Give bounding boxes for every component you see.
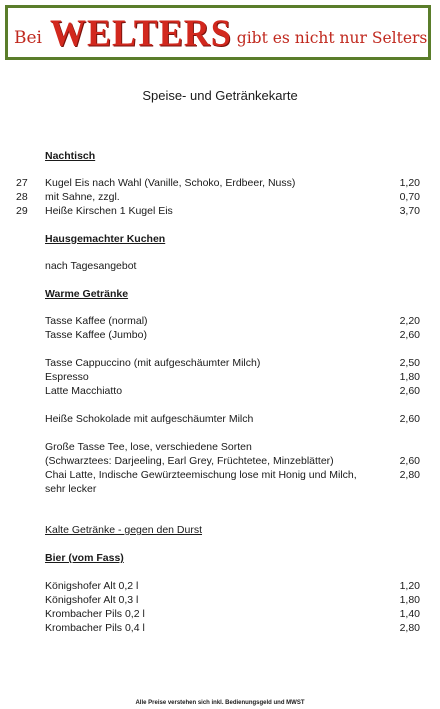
menu-item-name: Königshofer Alt 0,2 l — [45, 580, 139, 592]
item-number: 28 — [16, 191, 28, 203]
menu-item-price: 0,70 — [399, 191, 420, 203]
menu-item-name: Tasse Cappuccino (mit aufgeschäumter Milch) — [45, 357, 261, 369]
chai-price: 2,80 — [399, 469, 420, 481]
menu-item-name: Königshofer Alt 0,3 l — [45, 594, 139, 606]
footer-note: Alle Preise verstehen sich inkl. Bedienungsgeld und MWST — [135, 700, 305, 706]
menu-item-name: mit Sahne, zzgl. — [45, 191, 120, 203]
menu-item-price: 1,80 — [399, 371, 420, 383]
item-number: 27 — [16, 177, 28, 189]
menu-item-price: 2,50 — [399, 357, 420, 369]
welters-banner — [5, 5, 431, 60]
section-heading-kalt: Kalte Getränke - gegen den Durst — [45, 524, 203, 536]
tea-price: 2,60 — [399, 455, 420, 467]
section-heading-nachtisch: Nachtisch — [45, 150, 96, 162]
menu-item-price: 1,80 — [399, 594, 420, 606]
menu-item-name: Tasse Kaffee (normal) — [45, 315, 148, 327]
menu-item-price: 2,20 — [399, 315, 420, 327]
menu-title: Speise- und Getränkekarte — [142, 88, 298, 103]
menu-item-price: 2,80 — [399, 622, 420, 634]
menu-item-name: Heiße Schokolade mit aufgeschäumter Milch — [45, 413, 254, 425]
menu-item-name: Kugel Eis nach Wahl (Vanille, Schoko, Erdbeer, Nuss) — [45, 177, 296, 189]
menu-item-name: Latte Macchiatto — [45, 385, 123, 397]
banner-suffix: gibt es nicht nur Selters — [236, 28, 428, 47]
menu-item-price: 1,40 — [399, 608, 420, 620]
menu-item-name: Espresso — [45, 371, 89, 383]
chai-description: Chai Latte, Indische Gewürzteemischung lose mit Honig und Milch, — [45, 469, 357, 481]
chai-description-cont: sehr lecker — [45, 483, 97, 495]
welters-logo: WELTERS — [50, 11, 232, 54]
menu-item-price: 3,70 — [399, 205, 420, 217]
kuchen-note: nach Tagesangebot — [45, 260, 137, 272]
menu-item-price: 2,60 — [399, 385, 420, 397]
menu-item-price: 1,20 — [399, 580, 420, 592]
banner-prefix: Bei — [14, 27, 42, 48]
menu-item-price: 2,60 — [399, 329, 420, 341]
section-heading-kuchen: Hausgemachter Kuchen — [45, 233, 166, 245]
section-heading-warm: Warme Getränke — [45, 288, 129, 300]
menu-item-name: Krombacher Pils 0,2 l — [45, 608, 145, 620]
item-number: 29 — [16, 205, 28, 217]
tea-description: Große Tasse Tee, lose, verschiedene Sorten — [45, 441, 252, 453]
menu-item-name: Tasse Kaffee (Jumbo) — [45, 329, 147, 341]
menu-item-name: Krombacher Pils 0,4 l — [45, 622, 145, 634]
menu-item-price: 1,20 — [399, 177, 420, 189]
tea-varieties: (Schwarztees: Darjeeling, Earl Grey, Früchtetee, Minzeblätter) — [45, 455, 334, 467]
menu-item-price: 2,60 — [399, 413, 420, 425]
section-heading-bier: Bier (vom Fass) — [45, 552, 124, 564]
menu-item-name: Heiße Kirschen 1 Kugel Eis — [45, 205, 173, 217]
